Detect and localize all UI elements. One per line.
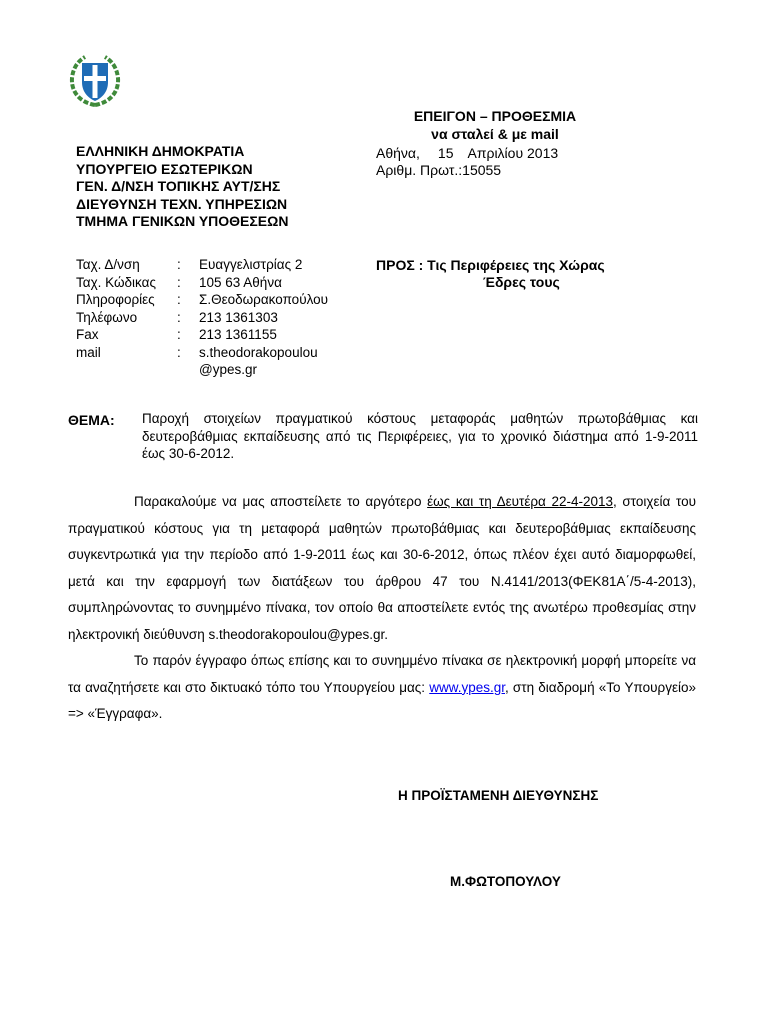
signature-title: Η ΠΡΟΪΣΤΑΜΕΝΗ ΔΙΕΥΘΥΝΣΗΣ xyxy=(398,788,599,803)
deadline-text: έως και τη Δευτέρα 22-4-2013 xyxy=(427,494,614,509)
greek-emblem-icon xyxy=(68,54,122,108)
contact-row xyxy=(76,361,369,379)
contact-value: Ευαγγελιστρίας 2 xyxy=(199,257,303,272)
date-month-year: Απριλίου 2013 xyxy=(467,145,559,161)
contact-value: 213 1361155 xyxy=(199,327,277,342)
contact-key: Fax xyxy=(76,327,99,342)
contact-key: Ταχ. Κώδικας xyxy=(76,274,156,290)
urgency-line-1: ΕΠΕΙΓΟΝ – ΠΡΟΘΕΣΜΙΑ xyxy=(413,108,577,124)
contact-value: 105 63 Αθήνα xyxy=(199,274,282,290)
date-place: Αθήνα, xyxy=(376,145,420,161)
contact-value: Σ.Θεοδωρακοπούλου xyxy=(199,292,329,307)
body-text: Το παρόν έγγραφο όπως επίσης και το συνημμένο πίνακα σε ηλεκτρονική μορφή μπορείτε να τα αναζητήσετε και στο δικτυακό τόπο του Υπουργείου μας: xyxy=(68,653,696,695)
urgency-notice xyxy=(395,107,595,143)
sender-line: ΕΛΛΗΝΙΚΗ ΔΗΜΟΚΡΑΤΙΑ xyxy=(76,143,245,159)
website-link[interactable]: www.ypes.gr xyxy=(429,679,505,695)
recipient-block xyxy=(376,257,605,291)
contact-key xyxy=(76,361,177,379)
date-block xyxy=(376,145,558,179)
urgency-line-2: να σταλεί & με mail xyxy=(431,126,559,142)
sender-line: ΓΕΝ. Δ/ΝΣΗ ΤΟΠΙΚΗΣ ΑΥΤ/ΣΗΣ xyxy=(76,178,281,194)
contact-colon: : xyxy=(177,292,181,307)
body-text: , στη διαδρομή «Το Υπουργείο» => «Έγγραφα». xyxy=(68,679,696,721)
contact-value: @ypes.gr xyxy=(199,362,257,377)
contact-key: Ταχ. Δ/νση xyxy=(76,257,140,272)
contact-row xyxy=(76,256,369,274)
body-text: Παρακαλούμε να μας αποστείλετε το αργότερο xyxy=(134,494,428,509)
contact-colon: : xyxy=(177,274,181,290)
signature-name: Μ.ΦΩΤΟΠΟΥΛΟΥ xyxy=(450,874,561,889)
contact-details xyxy=(76,256,369,379)
contact-key: Πληροφορίες xyxy=(76,292,155,307)
recipient-line-1: ΠΡΟΣ : Τις Περιφέρειες της Χώρας xyxy=(376,257,605,273)
letter-body xyxy=(68,489,696,728)
body-paragraph-1 xyxy=(68,489,696,648)
contact-colon: : xyxy=(177,327,181,342)
contact-colon: : xyxy=(177,257,181,272)
sender-block xyxy=(76,143,288,231)
contact-row xyxy=(76,309,369,327)
sender-line: ΔΙΕΥΘΥΝΣΗ ΤΕΧΝ. ΥΠΗΡΕΣΙΩΝ xyxy=(76,195,288,212)
protocol-number: Αριθμ. Πρωτ.:15055 xyxy=(376,162,502,178)
body-text: , στοιχεία του πραγματικού κόστους για τη μεταφορά μαθητών πρωτοβάθμιας και δευτεροβάθμιας εκπαίδευσης συγκεντρωτικά για την περίοδο από 1-9-2011 έως και 30-6-2012, όπως πλέον έχει αυτό διαμορφωθεί, μετά και την εφαρμογή των διατάξεων του άρθρου 47 του Ν.4141/2013(ΦΕΚ81Α΄/5-4-2013), συμπληρώνοντας το συνημμένο πίνακα, τον οποίο θα αποστείλετε εντός της ανωτέρω προθεσμίας στην ηλεκτρονική διεύθυνση s.theodorakopoulou@ypes.gr. xyxy=(68,494,696,642)
subject-text: Παροχή στοιχείων πραγματικού κόστους μεταφοράς μαθητών πρωτοβάθμιας και δευτεροβάθμιας εκπαίδευσης από τις Περιφέρειες, για το χρονικό διάστημα από 1-9-2011 έως 30-6-2012. xyxy=(142,411,698,461)
subject-label: ΘΕΜΑ: xyxy=(68,412,115,428)
contact-value: 213 1361303 xyxy=(199,309,278,325)
body-paragraph-2 xyxy=(68,648,696,728)
contact-row xyxy=(76,291,369,309)
contact-row xyxy=(76,274,369,292)
contact-key: mail xyxy=(76,344,101,360)
contact-colon: : xyxy=(177,309,181,325)
sender-line: ΥΠΟΥΡΓΕΙΟ ΕΣΩΤΕΡΙΚΩΝ xyxy=(76,160,253,177)
contact-key: Τηλέφωνο xyxy=(76,309,138,325)
recipient-line-2: Έδρες τους xyxy=(483,274,560,290)
contact-value: s.theodorakopoulou xyxy=(199,344,318,360)
contact-colon: : xyxy=(177,344,181,360)
date-day: 15 xyxy=(437,145,454,161)
document-date xyxy=(376,145,558,162)
contact-colon-blank xyxy=(177,361,199,379)
contact-row xyxy=(76,326,369,344)
sender-line: ΤΜΗΜΑ ΓΕΝΙΚΩΝ ΥΠΟΘΕΣΕΩΝ xyxy=(76,213,289,229)
contact-row xyxy=(76,344,369,362)
